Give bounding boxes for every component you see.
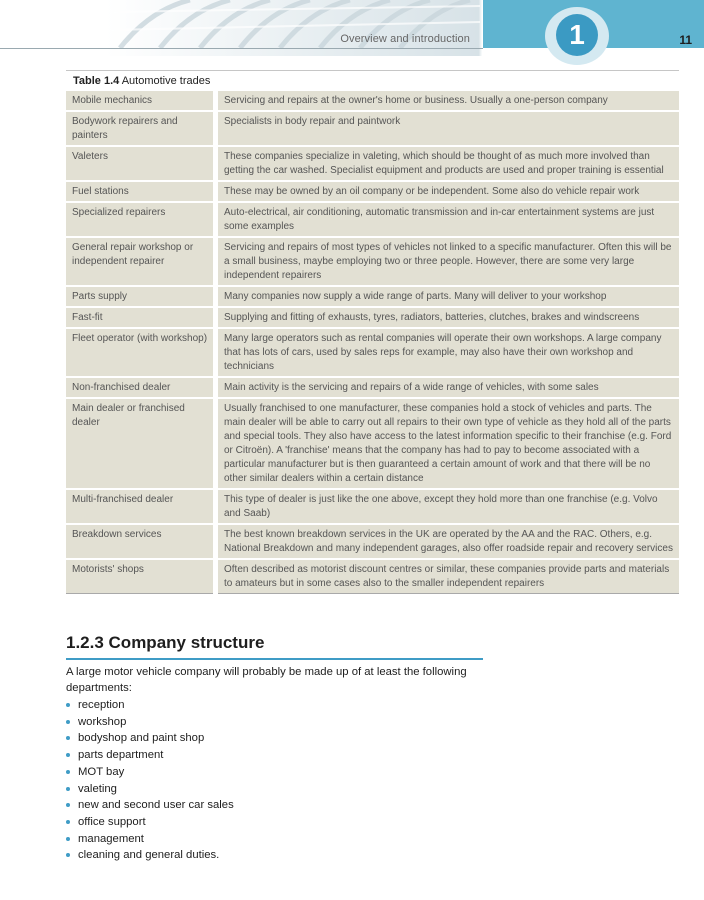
description-cell: Main activity is the servicing and repairs of a wide range of vehicles, with some sales bbox=[216, 377, 680, 398]
trade-cell: General repair workshop or independent repairer bbox=[66, 237, 216, 286]
trades-table bbox=[66, 91, 679, 594]
table-row bbox=[66, 111, 679, 146]
table-caption bbox=[66, 70, 679, 91]
description-cell: Often described as motorist discount centres or similar, these companies provide parts and materials to amateurs but in some cases also to the smaller independent repairers bbox=[216, 559, 680, 594]
list-item bbox=[66, 714, 234, 731]
list-item bbox=[66, 697, 234, 714]
bullet-icon bbox=[66, 703, 70, 707]
list-item bbox=[66, 814, 234, 831]
description-cell: Specialists in body repair and paintwork bbox=[216, 111, 680, 146]
table-row bbox=[66, 202, 679, 237]
table-row bbox=[66, 377, 679, 398]
description-cell: Auto-electrical, air conditioning, automatic transmission and in-car entertainment systems are just some examples bbox=[216, 202, 680, 237]
description-cell: This type of dealer is just like the one above, except they hold more than one franchise (e.g. Volvo and Saab) bbox=[216, 489, 680, 524]
description-cell: The best known breakdown services in the UK are operated by the AA and the RAC. Others, e.g. National Breakdown and many independent garages, also offer roadside repair and recovery services bbox=[216, 524, 680, 559]
list-item bbox=[66, 847, 234, 864]
section-heading: 1.2.3 Company structure bbox=[66, 633, 483, 660]
bullet-icon bbox=[66, 787, 70, 791]
list-item-text: cleaning and general duties. bbox=[78, 849, 220, 862]
trade-cell: Valeters bbox=[66, 146, 216, 181]
list-item-text: office support bbox=[78, 815, 146, 828]
list-item-text: workshop bbox=[78, 715, 127, 728]
list-item bbox=[66, 781, 234, 798]
bullet-icon bbox=[66, 803, 70, 807]
trade-cell: Fuel stations bbox=[66, 181, 216, 202]
departments-list bbox=[66, 697, 234, 864]
trade-cell: Parts supply bbox=[66, 286, 216, 307]
table-row bbox=[66, 328, 679, 377]
table-caption-label: Table 1.4 bbox=[73, 75, 120, 87]
table-row bbox=[66, 286, 679, 307]
trade-cell: Motorists' shops bbox=[66, 559, 216, 594]
bullet-icon bbox=[66, 753, 70, 757]
running-header: Overview and introduction bbox=[340, 33, 470, 45]
list-item bbox=[66, 747, 234, 764]
description-cell: Many large operators such as rental companies will operate their own workshops. A large company that has lots of cars, used by sales reps for example, may also have their own workshop and technicians bbox=[216, 328, 680, 377]
table-row bbox=[66, 559, 679, 594]
list-item bbox=[66, 797, 234, 814]
trade-cell: Non-franchised dealer bbox=[66, 377, 216, 398]
bullet-icon bbox=[66, 770, 70, 774]
trade-cell: Main dealer or franchised dealer bbox=[66, 398, 216, 489]
table-row bbox=[66, 91, 679, 111]
trade-cell: Fast-fit bbox=[66, 307, 216, 328]
list-item-text: reception bbox=[78, 699, 125, 711]
table-row bbox=[66, 181, 679, 202]
table-row bbox=[66, 489, 679, 524]
list-item bbox=[66, 730, 234, 747]
bullet-icon bbox=[66, 820, 70, 824]
bullet-icon bbox=[66, 736, 70, 740]
list-item bbox=[66, 831, 234, 848]
automotive-trades-table bbox=[66, 70, 679, 594]
page-number: 11 bbox=[679, 33, 692, 47]
description-cell: These may be owned by an oil company or be independent. Some also do vehicle repair work bbox=[216, 181, 680, 202]
list-item-text: management bbox=[78, 832, 144, 845]
trade-cell: Fleet operator (with workshop) bbox=[66, 328, 216, 377]
bullet-icon bbox=[66, 837, 70, 841]
list-item-text: bodyshop and paint shop bbox=[78, 732, 205, 745]
bullet-icon bbox=[66, 720, 70, 724]
page-header bbox=[0, 0, 704, 56]
list-item-text: valeting bbox=[78, 782, 117, 795]
table-row bbox=[66, 398, 679, 489]
table-row bbox=[66, 146, 679, 181]
trade-cell: Multi-franchised dealer bbox=[66, 489, 216, 524]
list-item bbox=[66, 764, 234, 781]
table-row bbox=[66, 237, 679, 286]
list-item-text: parts department bbox=[78, 749, 164, 762]
bullet-icon bbox=[66, 853, 70, 857]
list-item-text: new and second user car sales bbox=[78, 799, 234, 812]
header-rule bbox=[0, 48, 483, 49]
trade-cell: Breakdown services bbox=[66, 524, 216, 559]
table-caption-title: Automotive trades bbox=[121, 75, 211, 87]
list-item-text: MOT bay bbox=[78, 765, 125, 778]
description-cell: Many companies now supply a wide range of parts. Many will deliver to your workshop bbox=[216, 286, 680, 307]
description-cell: Servicing and repairs of most types of vehicles not linked to a specific manufacturer. Often this will be a small business, maybe employing two or three people. However, there are some very large independent repairers bbox=[216, 237, 680, 286]
trade-cell: Mobile mechanics bbox=[66, 91, 216, 111]
description-cell: Supplying and fitting of exhausts, tyres, radiators, batteries, clutches, brakes and windscreens bbox=[216, 307, 680, 328]
table-row bbox=[66, 307, 679, 328]
description-cell: Servicing and repairs at the owner's home or business. Usually a one-person company bbox=[216, 91, 680, 111]
trade-cell: Specialized repairers bbox=[66, 202, 216, 237]
chapter-number-badge: 1 bbox=[556, 14, 598, 56]
description-cell: These companies specialize in valeting, which should be thought of as much more involved than getting the car washed. Specialist equipment and products are used and proper training is essential bbox=[216, 146, 680, 181]
section-intro: A large motor vehicle company will probably be made up of at least the following departments: bbox=[66, 666, 467, 694]
trade-cell: Bodywork repairers and painters bbox=[66, 111, 216, 146]
description-cell: Usually franchised to one manufacturer, these companies hold a stock of vehicles and parts. The main dealer will be able to carry out all repairs to their own type of vehicle as they hold all of the parts and special tools. They also have access to the latest information specific to their franchise (e.g. Ford or Citroën). A 'franchise' means that the company has had to pay to become associated with a particular manufacturer but is then guaranteed a certain amount of work and that there will be no other similar dealers within a certain distance bbox=[216, 398, 680, 489]
table-row bbox=[66, 524, 679, 559]
